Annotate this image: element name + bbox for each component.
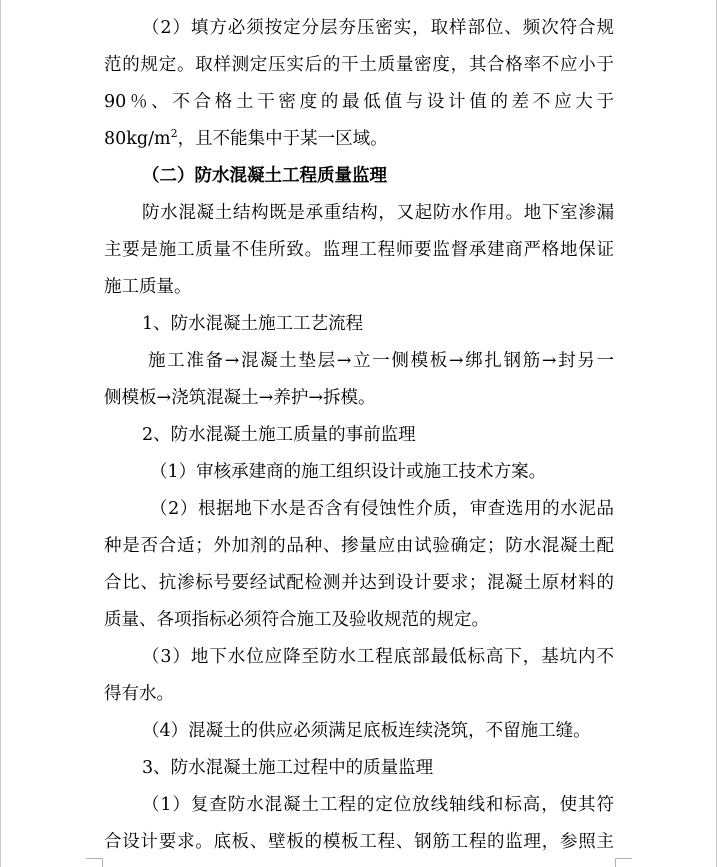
- item-2-line-3: 合比、抗渗标号要经试配检测并达到设计要求；混凝土原材料的: [104, 573, 614, 593]
- subheading-3: 3、防水混凝土施工过程中的质量监理: [142, 758, 434, 778]
- item-3-line-1: （3）地下水位应降至防水工程底部最低标高下，基坑内不: [142, 647, 614, 667]
- section-heading: （二）防水混凝土工程质量监理: [142, 166, 387, 186]
- item-2-line-2: 种是否合适；外加剂的品种、掺量应由试验确定；防水混凝土配: [104, 536, 614, 556]
- paragraph-line-5: 防水混凝土结构既是承重结构，又起防水作用。地下室渗漏: [142, 203, 614, 223]
- unit-exponent: 2: [170, 127, 178, 141]
- density-unit-text: 80kg/m: [104, 129, 171, 149]
- paragraph-line-4-rest: ，且不能集中于某一区域。: [177, 129, 388, 149]
- paragraph-line-4: [104, 121, 614, 158]
- item-5-line-2: 合设计要求。底板、壁板的模板工程、钢筋工程的监理，参照主: [104, 832, 614, 852]
- subheading-2: 2、防水混凝土施工质量的事前监理: [142, 425, 416, 445]
- subheading-1: 1、防水混凝土施工工艺流程: [142, 314, 364, 334]
- item-5-line-1: （1）复查防水混凝土工程的定位放线轴线和标高，使其符: [142, 795, 614, 815]
- page-left-border: [0, 0, 1, 867]
- paragraph-line-7: 施工质量。: [104, 277, 192, 297]
- item-3-line-2: 得有水。: [104, 684, 174, 704]
- process-flow-line-1: 施工准备→混凝土垫层→立一侧模板→绑扎钢筋→封另一: [148, 351, 614, 371]
- paragraph-line-6: 主要是施工质量不佳所致。监理工程师要监督承建商严格地保证: [104, 240, 614, 260]
- paragraph-line-3: 90％、不合格土干密度的最低值与设计值的差不应大于: [104, 92, 614, 112]
- paragraph-line-2: 范的规定。取样测定压实后的干土质量密度，其合格率不应小于: [104, 55, 614, 75]
- item-2-line-1: （2）根据地下水是否含有侵蚀性介质，审查选用的水泥品: [150, 499, 614, 519]
- item-1-line: （1）审核承建商的施工组织设计或施工技术方案。: [150, 462, 547, 482]
- paragraph-line-1: （2）填方必须按定分层夯压密实，取样部位、频次符合规: [142, 18, 614, 38]
- page-corner-mark-left: [86, 858, 103, 867]
- item-4-line: （4）混凝土的供应必须满足底板连续浇筑，不留施工缝。: [142, 721, 591, 741]
- item-2-line-4: 质量、各项指标必须符合施工及验收规范的规定。: [104, 610, 489, 630]
- page-corner-mark-right: [615, 858, 632, 867]
- process-flow-line-2: 侧模板→浇筑混凝土→养护→拆模。: [104, 388, 376, 408]
